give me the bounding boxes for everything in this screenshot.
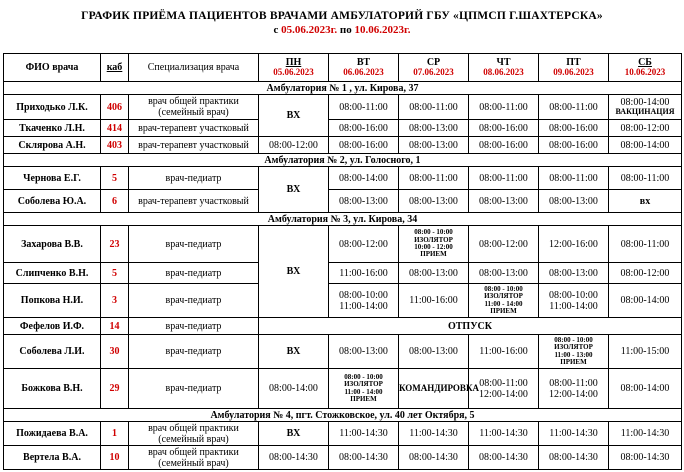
header-day-tue: ВТ 06.06.2023 <box>329 54 399 82</box>
schedule-cell: 08:00-13:00 <box>399 120 469 137</box>
header-day-sat: СБ 10.06.2023 <box>609 54 682 82</box>
header-cab: каб <box>101 54 129 82</box>
doctor-name: Соболева Л.И. <box>4 335 101 369</box>
schedule-cell: 08:00-11:00 <box>539 95 609 120</box>
cabinet-number: 5 <box>101 167 129 190</box>
schedule-cell: 08:00-13:00 <box>399 335 469 369</box>
section-title: Амбулатория № 4, пгт. Стожковское, ул. 40 лет Октября, 5 <box>4 409 682 422</box>
cabinet-number: 29 <box>101 369 129 409</box>
specialization: врач общей практики (семейный врач) <box>129 95 259 120</box>
schedule-cell: 08:00-11:00 <box>399 167 469 190</box>
header-spec: Специализация врача <box>129 54 259 82</box>
specialization: врач-терапевт участковый <box>129 137 259 154</box>
schedule-cell: 08:00-11:00 <box>399 95 469 120</box>
schedule-cell: 08:00-11:00 <box>609 167 682 190</box>
schedule-cell: 08:00-10:00 11:00-14:00 <box>329 284 399 318</box>
specialization: врач общей практики (семейный врач) <box>129 422 259 446</box>
schedule-cell: 08:00-11:00 <box>469 167 539 190</box>
cabinet-number: 5 <box>101 263 129 284</box>
table-row <box>4 167 682 190</box>
schedule-cell: 08:00-12:00 <box>259 137 329 154</box>
cabinet-number: 10 <box>101 446 129 470</box>
cabinet-number: 406 <box>101 95 129 120</box>
doctor-name: Фефелов И.Ф. <box>4 318 101 335</box>
cabinet-number: 23 <box>101 226 129 263</box>
specialization: врач-терапевт участковый <box>129 120 259 137</box>
schedule-cell: 08:00-14:30 <box>609 446 682 470</box>
table-row <box>4 446 682 470</box>
schedule-cell: 08:00-14:00 ВАКЦИНАЦИЯ <box>609 95 682 120</box>
table-row <box>4 190 682 213</box>
section-title: Амбулатория № 1 , ул. Кирова, 37 <box>4 82 682 95</box>
cabinet-number: 403 <box>101 137 129 154</box>
page-subtitle <box>0 24 684 36</box>
cabinet-number: 14 <box>101 318 129 335</box>
schedule-cell: 08:00-12:00 <box>469 226 539 263</box>
schedule-table <box>3 53 682 470</box>
schedule-cell: 08:00-11:00 <box>329 95 399 120</box>
schedule-cell: 08:00-14:00 <box>609 137 682 154</box>
header-day-wed: СР 07.06.2023 <box>399 54 469 82</box>
schedule-cell: 08:00-14:00 <box>259 369 329 409</box>
table-row <box>4 422 682 446</box>
schedule-cell: 08:00-13:00 <box>329 335 399 369</box>
schedule-cell: 11:00-14:30 <box>399 422 469 446</box>
header-day-fri: ПТ 09.06.2023 <box>539 54 609 82</box>
table-row <box>4 226 682 263</box>
section-title: Амбулатория № 3, ул. Кирова, 34 <box>4 213 682 226</box>
specialization: врач-терапевт участковый <box>129 190 259 213</box>
doctor-name: Соболева Ю.А. <box>4 190 101 213</box>
schedule-cell: 08:00-13:00 <box>329 190 399 213</box>
schedule-cell: 08:00-12:00 <box>609 263 682 284</box>
schedule-cell: 08:00-14:00 <box>329 167 399 190</box>
doctor-name: Попкова Н.И. <box>4 284 101 318</box>
schedule-cell: 08:00-13:00 <box>399 263 469 284</box>
day-off: ВХ <box>259 422 329 446</box>
schedule-cell: 08:00-16:00 <box>539 120 609 137</box>
specialization: врач-педиатр <box>129 335 259 369</box>
isolator-cell: 08:00 - 10:00 ИЗОЛЯТОР 11:00 - 14:00 ПРИЕМ <box>469 284 539 318</box>
schedule-cell: 08:00-11:00 12:00-14:00 <box>469 369 539 409</box>
doctor-name: Склярова А.Н. <box>4 137 101 154</box>
isolator-cell: 08:00 - 10:00 ИЗОЛЯТОР 10:00 - 12:00 ПРИЕМ <box>399 226 469 263</box>
schedule-cell: 08:00-11:00 12:00-14:00 <box>539 369 609 409</box>
doctor-name: Чернова Е.Г. <box>4 167 101 190</box>
header-name: ФИО врача <box>4 54 101 82</box>
specialization: врач-педиатр <box>129 167 259 190</box>
schedule-cell: 11:00-16:00 <box>399 284 469 318</box>
cabinet-number: 1 <box>101 422 129 446</box>
cabinet-number: 414 <box>101 120 129 137</box>
schedule-cell: 08:00-11:00 <box>609 226 682 263</box>
cabinet-number: 30 <box>101 335 129 369</box>
schedule-cell: 08:00-14:00 <box>609 284 682 318</box>
specialization: врач-педиатр <box>129 318 259 335</box>
schedule-cell: 11:00-14:30 <box>469 422 539 446</box>
schedule-cell: 12:00-16:00 <box>539 226 609 263</box>
page-title: ГРАФИК ПРИЁМА ПАЦИЕНТОВ ВРАЧАМИ АМБУЛАТОРИЙ ГБУ «ЦПМСП Г.ШАХТЕРСКА» <box>81 10 603 22</box>
isolator-cell: 08:00 - 10:00 ИЗОЛЯТОР 11:00 - 13:00 ПРИЕМ <box>539 335 609 369</box>
schedule-cell: 08:00-14:30 <box>539 446 609 470</box>
schedule-cell: 08:00-16:00 <box>329 120 399 137</box>
schedule-cell: 08:00-14:30 <box>469 446 539 470</box>
doctor-name: Вертела В.А. <box>4 446 101 470</box>
schedule-cell: 08:00-13:00 <box>399 190 469 213</box>
schedule-cell: вх <box>609 190 682 213</box>
date-from: 05.06.2023г. <box>281 24 338 36</box>
subtitle-mid: по <box>339 24 352 36</box>
specialization: врач-педиатр <box>129 263 259 284</box>
doctor-name: Приходько Л.К. <box>4 95 101 120</box>
cabinet-number: 3 <box>101 284 129 318</box>
doctor-name: Божкова В.Н. <box>4 369 101 409</box>
table-row <box>4 95 682 120</box>
schedule-cell: КОМАНДИРОВКА <box>399 369 469 409</box>
subtitle-prefix: с <box>273 24 279 36</box>
table-row <box>4 137 682 154</box>
section-title: Амбулатория № 2, ул. Голосного, 1 <box>4 154 682 167</box>
vacation-cell: ОТПУСК <box>259 318 682 335</box>
isolator-cell: 08:00 - 10:00 ИЗОЛЯТОР 11:00 - 14:00 ПРИЕМ <box>329 369 399 409</box>
table-row <box>4 369 682 409</box>
schedule-cell: 08:00-13:00 <box>399 137 469 154</box>
table-row <box>4 284 682 318</box>
table-row <box>4 263 682 284</box>
schedule-cell: 08:00-16:00 <box>469 120 539 137</box>
schedule-cell: 08:00-14:30 <box>259 446 329 470</box>
schedule-cell: 11:00-16:00 <box>329 263 399 284</box>
header-day-mon: ПН 05.06.2023 <box>259 54 329 82</box>
specialization: врач-педиатр <box>129 284 259 318</box>
doctor-name: Пожидаева В.А. <box>4 422 101 446</box>
date-to: 10.06.2023г. <box>354 24 411 36</box>
header-day-thu: ЧТ 08.06.2023 <box>469 54 539 82</box>
day-off: ВХ <box>259 335 329 369</box>
schedule-cell: 08:00-13:00 <box>539 263 609 284</box>
schedule-cell: 11:00-14:30 <box>329 422 399 446</box>
schedule-cell: 08:00-10:00 11:00-14:00 <box>539 284 609 318</box>
schedule-cell: 08:00-14:00 <box>609 369 682 409</box>
cabinet-number: 6 <box>101 190 129 213</box>
schedule-cell: 08:00-13:00 <box>469 190 539 213</box>
table-row <box>4 335 682 369</box>
day-off: ВХ <box>259 226 329 318</box>
schedule-cell: 08:00-14:30 <box>329 446 399 470</box>
schedule-cell: 08:00-11:00 <box>469 95 539 120</box>
schedule-cell: 08:00-11:00 <box>539 167 609 190</box>
table-row <box>4 120 682 137</box>
schedule-cell: 08:00-16:00 <box>539 137 609 154</box>
doctor-name: Ткаченко Л.Н. <box>4 120 101 137</box>
specialization: врач-педиатр <box>129 369 259 409</box>
specialization: врач-педиатр <box>129 226 259 263</box>
header-row <box>4 54 682 82</box>
schedule-cell: 08:00-12:00 <box>609 120 682 137</box>
day-off: ВХ <box>259 95 329 137</box>
doctor-name: Захарова В.В. <box>4 226 101 263</box>
schedule-cell: 11:00-15:00 <box>609 335 682 369</box>
schedule-cell: 11:00-16:00 <box>469 335 539 369</box>
schedule-cell: 08:00-12:00 <box>329 226 399 263</box>
schedule-cell: 08:00-13:00 <box>539 190 609 213</box>
doctor-name: Слипченко В.Н. <box>4 263 101 284</box>
table-row <box>4 318 682 335</box>
schedule-cell: 11:00-14:30 <box>539 422 609 446</box>
schedule-cell: 08:00-16:00 <box>469 137 539 154</box>
specialization: врач общей практики (семейный врач) <box>129 446 259 470</box>
day-off: ВХ <box>259 167 329 213</box>
schedule-cell: 08:00-13:00 <box>469 263 539 284</box>
schedule-cell: 08:00-16:00 <box>329 137 399 154</box>
schedule-cell: 11:00-14:30 <box>609 422 682 446</box>
schedule-cell: 08:00-14:30 <box>399 446 469 470</box>
